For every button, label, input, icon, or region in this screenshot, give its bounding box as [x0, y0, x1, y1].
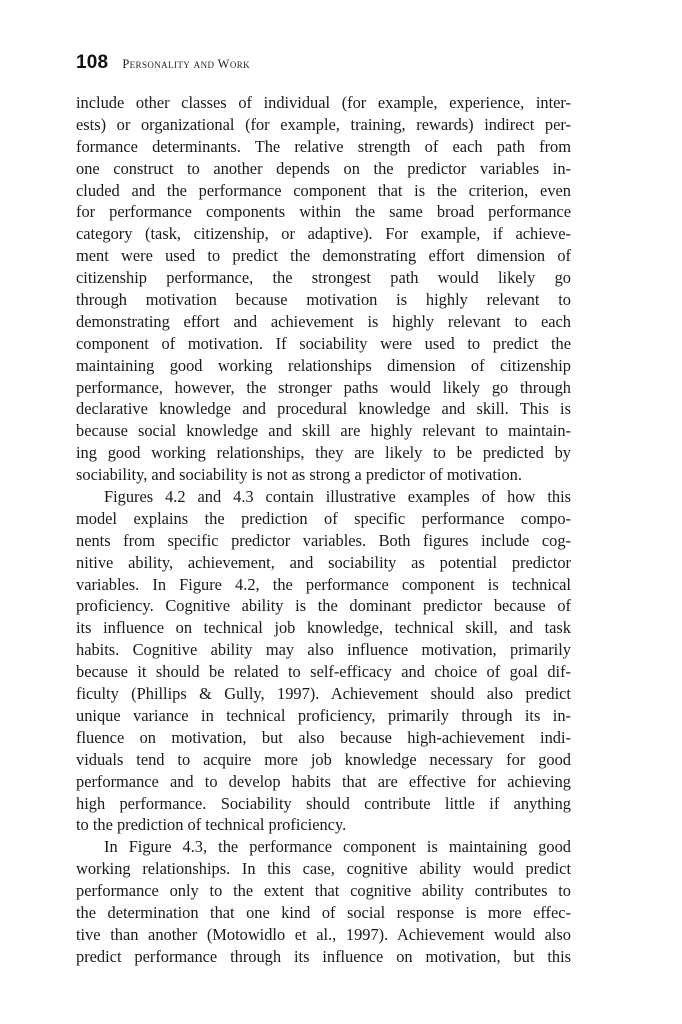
text-line: include other classes of individual (for example, experience, inter- [76, 93, 571, 112]
text-line: performance, however, the stronger paths would likely go through [76, 377, 571, 397]
text-line: ment were used to predict the demonstrating effort dimension of [76, 246, 571, 266]
text-line: one construct to another depends on the predictor variables in- [76, 158, 571, 178]
text-line: category (task, citizenship, or adaptive). For example, if achieve- [76, 224, 571, 244]
text-line: sociability, and sociability is not as strong a predictor of motivation. [76, 465, 522, 485]
text-line: fluence on motivation, but also because high-achievement indi- [76, 727, 571, 747]
text-line: component of motivation. If sociability were used to predict the [76, 333, 571, 353]
text-line: In Figure 4.3, the performance component is maintaining good [104, 837, 571, 857]
text-line: working relationships. In this case, cognitive ability would predict [76, 859, 571, 879]
text-line: ests) or organizational (for example, training, rewards) indirect per- [76, 114, 571, 134]
text-line: ficulty (Phillips & Gully, 1997). Achievement should also predict [76, 684, 571, 704]
text-line: model explains the prediction of specific performance compo- [76, 508, 571, 528]
text-line: variables. In Figure 4.2, the performance component is technical [76, 574, 571, 594]
body-text [76, 92, 571, 968]
text-line: because social knowledge and skill are highly relevant to maintain- [76, 421, 571, 441]
text-line: high performance. Sociability should contribute little if anything [76, 793, 571, 813]
text-line: nitive ability, achievement, and sociability as potential predictor [76, 552, 571, 572]
text-line: unique variance in technical proficiency, primarily through its in- [76, 705, 571, 725]
text-line: tive than another (Motowidlo et al., 1997). Achievement would also [76, 924, 571, 944]
text-line: cluded and the performance component that is the criterion, even [76, 180, 571, 200]
text-line: citizenship performance, the strongest path would likely go [76, 268, 571, 288]
text-line: proficiency. Cognitive ability is the dominant predictor because of [76, 596, 571, 616]
text-line: ing good working relationships, they are likely to be predicted by [76, 443, 571, 463]
text-line: through motivation because motivation is highly relevant to [76, 290, 571, 310]
text-line: to the prediction of technical proficiency. [76, 815, 347, 835]
text-line: viduals tend to acquire more job knowledge necessary for good [76, 749, 571, 769]
running-head [76, 52, 250, 78]
text-line: demonstrating effort and achievement is highly relevant to each [76, 311, 571, 331]
text-line: because it should be related to self-efficacy and choice of goal dif- [76, 662, 571, 682]
text-line: nents from specific predictor variables. Both figures include cog- [76, 530, 571, 550]
text-line: formance determinants. The relative strength of each path from [76, 136, 571, 156]
text-line: its influence on technical job knowledge, technical skill, and task [76, 618, 571, 638]
text-line: maintaining good working relationships dimension of citizenship [76, 355, 571, 375]
text-line: predict performance through its influence on motivation, but this [76, 946, 571, 966]
text-line: performance only to the extent that cognitive ability contributes to [76, 881, 571, 901]
text-line: Figures 4.2 and 4.3 contain illustrative examples of how this [104, 487, 571, 507]
text-line: declarative knowledge and procedural knowledge and skill. This is [76, 399, 571, 419]
text-line: performance and to develop habits that are effective for achieving [76, 771, 571, 791]
text-line: for performance components within the same broad performance [76, 202, 571, 222]
page-number: 108 [76, 52, 109, 73]
text-line: the determination that one kind of social response is more effec- [76, 902, 571, 922]
text-line: habits. Cognitive ability may also influence motivation, primarily [76, 640, 571, 660]
running-title: Personality and Work [122, 57, 251, 71]
